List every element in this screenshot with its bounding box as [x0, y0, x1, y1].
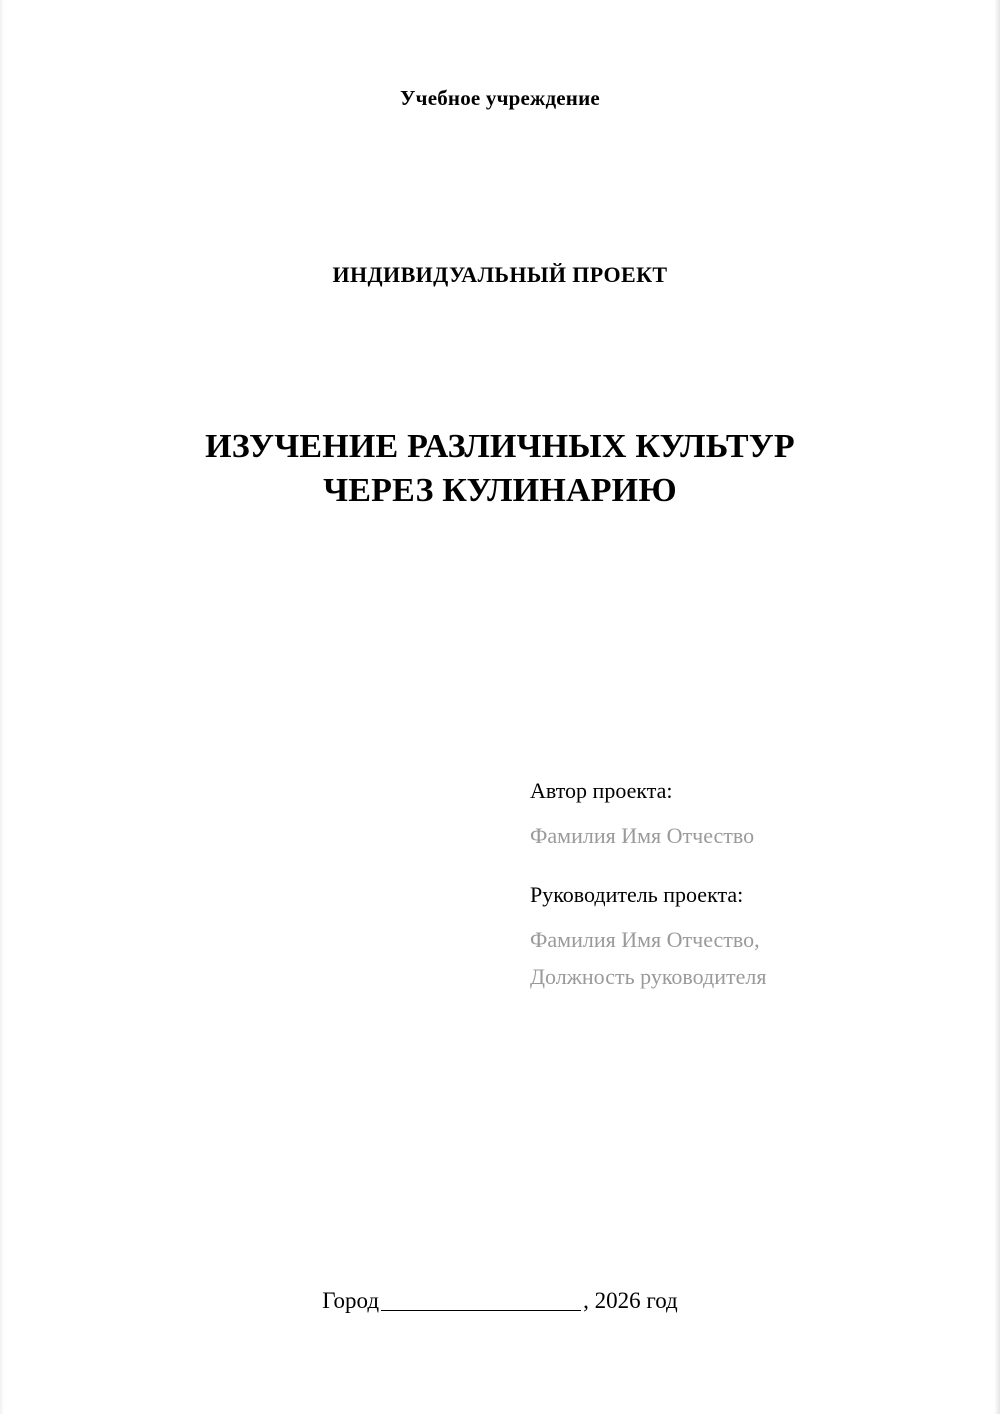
supervisor-label: Руководитель проекта: — [530, 882, 744, 908]
page-title-line-2: ЧЕРЕЗ КУЛИНАРИЮ — [323, 471, 677, 509]
credits-block — [530, 780, 930, 1025]
city-label: Город — [322, 1288, 380, 1313]
institution-name: Учебное учреждение — [400, 86, 600, 110]
author-value: Фамилия Имя Отчество — [530, 823, 755, 848]
supervisor-block — [530, 884, 930, 995]
author-label: Автор проекта: — [530, 778, 673, 803]
year-text: , 2026 год — [583, 1288, 678, 1313]
author-block — [530, 780, 930, 854]
document-type: ИНДИВИДУАЛЬНЫЙ ПРОЕКТ — [332, 262, 668, 287]
page-title-line-1: ИЗУЧЕНИЕ РАЗЛИЧНЫХ КУЛЬТУР — [205, 428, 795, 465]
footer-city-year — [0, 1288, 1000, 1314]
supervisor-value-line-1: Фамилия Имя Отчество, — [530, 927, 760, 953]
city-blank-line — [381, 1293, 581, 1311]
supervisor-value-line-2: Должность руководителя — [530, 963, 767, 989]
page-title — [0, 425, 1000, 512]
